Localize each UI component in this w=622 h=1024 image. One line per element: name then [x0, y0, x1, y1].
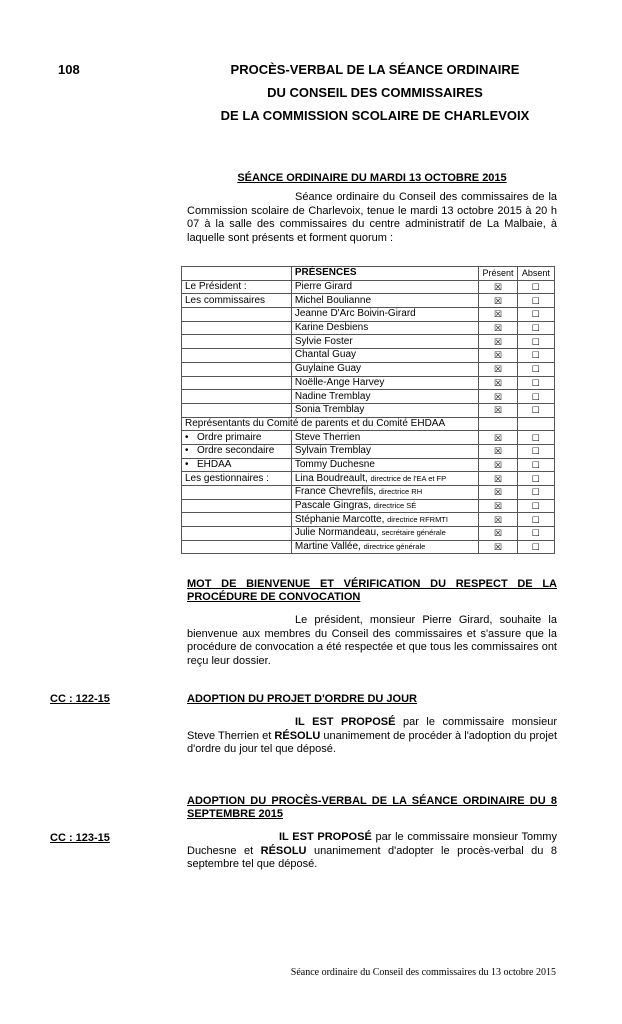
- bullet-icon: •: [185, 445, 189, 457]
- representant-role: Ordre secondaire: [197, 445, 275, 457]
- present-checkbox: ☒: [479, 294, 517, 308]
- representant-role: EHDAA: [197, 458, 232, 470]
- member-name: Sonia Tremblay: [294, 404, 365, 416]
- empty-cell: [182, 308, 292, 322]
- empty-cell: [182, 540, 292, 554]
- empty-cell: [182, 390, 292, 404]
- gestionnaires-label: Les gestionnaires :: [182, 472, 292, 486]
- member-role: directrice RFRMTI: [387, 514, 448, 524]
- table-row: [182, 527, 555, 541]
- table-row: [182, 540, 555, 554]
- empty-cell: [182, 376, 292, 390]
- absent-checkbox: ☐: [517, 280, 554, 294]
- absent-checkbox: ☐: [517, 376, 554, 390]
- present-checkbox: ☒: [479, 349, 517, 363]
- present-column-header: Présent: [479, 267, 517, 281]
- resolution1-text: [187, 716, 557, 757]
- propose-keyword: IL EST PROPOSÉ: [295, 716, 396, 728]
- bullet-icon: •: [185, 458, 189, 470]
- seance-title: SÉANCE ORDINAIRE DU MARDI 13 OCTOBRE 2015: [237, 172, 507, 184]
- seance-intro-line1: Séance ordinaire du Conseil des commissaires de: [295, 191, 545, 203]
- member-name-cell: [291, 486, 478, 500]
- representant-role-cell: [182, 444, 292, 458]
- absent-checkbox: ☐: [517, 403, 554, 417]
- empty-cell: [182, 335, 292, 349]
- present-checkbox: ☒: [479, 362, 517, 376]
- member-name: Sylvie Foster: [294, 335, 353, 347]
- member-role: secrétaire générale: [381, 528, 446, 538]
- bienvenue-rest: bienvenue aux membres du Conseil des commissaires et s'assure que la procédure de convocation a été respectée et que tous les commissaires ont reçu leur dossier.: [187, 627, 557, 667]
- presences-table: [181, 266, 555, 554]
- present-checkbox: ☒: [479, 527, 517, 541]
- member-name-cell: [291, 403, 478, 417]
- absent-checkbox: ☐: [517, 390, 554, 404]
- seance-intro: [187, 191, 557, 245]
- resolution-number: CC : 122-15: [50, 693, 110, 705]
- present-checkbox: ☒: [479, 499, 517, 513]
- president-label: Le Président :: [182, 280, 292, 294]
- member-name-cell: [291, 472, 478, 486]
- present-checkbox: ☒: [479, 444, 517, 458]
- table-row: [182, 472, 555, 486]
- propose-keyword: IL EST PROPOSÉ: [279, 831, 372, 843]
- absent-checkbox: ☐: [517, 335, 554, 349]
- member-name: Stéphanie Marcotte,: [294, 513, 385, 525]
- member-name-cell: [291, 540, 478, 554]
- present-checkbox: ☒: [479, 540, 517, 554]
- table-row: [182, 513, 555, 527]
- member-name: Tommy Duchesne: [294, 458, 375, 470]
- member-name: Jeanne D'Arc Boivin-Girard: [294, 308, 416, 320]
- absent-checkbox: ☐: [517, 362, 554, 376]
- present-checkbox: ☒: [479, 335, 517, 349]
- empty-cell: [479, 417, 517, 431]
- member-name-cell: [291, 321, 478, 335]
- absent-checkbox: ☐: [517, 444, 554, 458]
- presences-header-row: [182, 267, 555, 281]
- table-row: [182, 335, 555, 349]
- member-name: Steve Therrien: [294, 431, 361, 443]
- member-name-cell: [291, 280, 478, 294]
- empty-cell: [182, 267, 292, 281]
- representant-role-cell: [182, 431, 292, 445]
- empty-cell: [182, 527, 292, 541]
- member-name: Lina Boudreault,: [294, 472, 368, 484]
- table-row: [182, 280, 555, 294]
- bienvenue-title: MOT DE BIENVENUE ET VÉRIFICATION DU RESPECT DE LA PROCÉDURE DE CONVOCATION: [187, 578, 557, 603]
- resolution2-text-b: unanimement d'adopter le procès-verbal du 8 septembre tel que déposé.: [187, 844, 557, 871]
- table-row: [182, 308, 555, 322]
- resolu-keyword: RÉSOLU: [260, 844, 307, 857]
- member-name-cell: [291, 349, 478, 363]
- member-role: directrice de l'EA et FP: [370, 473, 447, 483]
- absent-checkbox: ☐: [517, 321, 554, 335]
- representants-label: Représentants du Comité de parents et du Comité EHDAA: [182, 417, 479, 431]
- member-name: Pierre Girard: [294, 281, 353, 293]
- absent-checkbox: ☐: [517, 472, 554, 486]
- empty-cell: [182, 403, 292, 417]
- member-role: directrice RH: [378, 487, 423, 497]
- member-name: Sylvain Tremblay: [294, 445, 371, 457]
- absent-checkbox: ☐: [517, 294, 554, 308]
- member-name-cell: [291, 294, 478, 308]
- table-row: [182, 499, 555, 513]
- present-checkbox: ☒: [479, 321, 517, 335]
- table-row: [182, 294, 555, 308]
- present-checkbox: ☒: [479, 513, 517, 527]
- absent-checkbox: ☐: [517, 458, 554, 472]
- member-name: Karine Desbiens: [294, 322, 369, 334]
- resolution1-text-a: par le commissaire monsieur Steve Therrien et: [187, 716, 557, 742]
- present-checkbox: ☒: [479, 390, 517, 404]
- member-name-cell: [291, 499, 478, 513]
- page-number: 108: [58, 62, 80, 77]
- member-name: Michel Boulianne: [294, 294, 372, 306]
- member-role: directrice SÉ: [373, 501, 417, 511]
- present-checkbox: ☒: [479, 308, 517, 322]
- empty-cell: [182, 486, 292, 500]
- member-name-cell: [291, 362, 478, 376]
- member-name: Noëlle-Ange Harvey: [294, 376, 385, 388]
- member-name-cell: [291, 513, 478, 527]
- absent-checkbox: ☐: [517, 431, 554, 445]
- table-row: [182, 376, 555, 390]
- table-row: [182, 431, 555, 445]
- empty-cell: [517, 417, 554, 431]
- absent-checkbox: ☐: [517, 499, 554, 513]
- resolution1-text-b: unanimement de procéder à l'adoption du projet d'ordre du jour tel que déposé.: [187, 729, 558, 756]
- seance-intro-rest: la Commission scolaire de Charlevoix, tenue le mardi 13 octobre 2015 à 20 h 07 à la salle des commissaires du centre administratif de La Malbaie, à laquelle sont présents et forment quorum :: [187, 191, 557, 244]
- document-title-line3: DE LA COMMISSION SCOLAIRE DE CHARLEVOIX: [220, 108, 530, 123]
- member-name-cell: [291, 431, 478, 445]
- member-name: Chantal Guay: [294, 349, 357, 361]
- representant-role-cell: [182, 458, 292, 472]
- table-row: [182, 458, 555, 472]
- absent-checkbox: ☐: [517, 540, 554, 554]
- member-name-cell: [291, 444, 478, 458]
- member-name-cell: [291, 527, 478, 541]
- absent-checkbox: ☐: [517, 308, 554, 322]
- resolution2-text-a: par le commissaire monsieur Tommy Duchesne et: [187, 831, 557, 857]
- empty-cell: [182, 321, 292, 335]
- document-title-line2: DU CONSEIL DES COMMISSAIRES: [267, 85, 483, 100]
- member-name: France Chevrefils,: [294, 486, 376, 498]
- empty-cell: [182, 513, 292, 527]
- absent-column-header: Absent: [517, 267, 554, 281]
- present-checkbox: ☒: [479, 472, 517, 486]
- present-checkbox: ☒: [479, 458, 517, 472]
- resolution2-title: ADOPTION DU PROCÈS-VERBAL DE LA SÉANCE ORDINAIRE DU 8 SEPTEMBRE 2015: [187, 795, 557, 820]
- representant-role: Ordre primaire: [197, 431, 262, 443]
- member-name: Martine Vallée,: [294, 541, 361, 553]
- resolution-number: CC : 123-15: [50, 832, 110, 844]
- resolution2-text: [187, 831, 557, 872]
- member-name: Nadine Tremblay: [294, 390, 371, 402]
- bienvenue-text: [187, 614, 557, 668]
- table-row: [182, 444, 555, 458]
- empty-cell: [182, 499, 292, 513]
- empty-cell: [182, 362, 292, 376]
- member-name-cell: [291, 458, 478, 472]
- table-row: [182, 349, 555, 363]
- present-checkbox: ☒: [479, 376, 517, 390]
- absent-checkbox: ☐: [517, 349, 554, 363]
- present-checkbox: ☒: [479, 403, 517, 417]
- bullet-icon: •: [185, 431, 189, 443]
- table-row: [182, 362, 555, 376]
- member-name: Pascale Gingras,: [294, 500, 372, 512]
- table-row: [182, 390, 555, 404]
- page-footer: Séance ordinaire du Conseil des commissaires du 13 octobre 2015: [290, 967, 556, 978]
- member-role: directrice générale: [363, 542, 426, 552]
- resolution1-title: ADOPTION DU PROJET D'ORDRE DU JOUR: [187, 693, 417, 705]
- presences-heading: PRÉSENCES: [291, 267, 478, 281]
- member-name-cell: [291, 376, 478, 390]
- table-row: [182, 321, 555, 335]
- absent-checkbox: ☐: [517, 513, 554, 527]
- document-title-line1: PROCÈS-VERBAL DE LA SÉANCE ORDINAIRE: [230, 62, 520, 77]
- present-checkbox: ☒: [479, 280, 517, 294]
- present-checkbox: ☒: [479, 431, 517, 445]
- table-row: [182, 417, 555, 431]
- commissaires-label: Les commissaires: [182, 294, 292, 308]
- table-row: [182, 486, 555, 500]
- absent-checkbox: ☐: [517, 527, 554, 541]
- member-name-cell: [291, 390, 478, 404]
- absent-checkbox: ☐: [517, 486, 554, 500]
- present-checkbox: ☒: [479, 486, 517, 500]
- member-name: Guylaine Guay: [294, 363, 362, 375]
- empty-cell: [182, 349, 292, 363]
- bienvenue-line1: Le président, monsieur Pierre Girard, souhaite la: [295, 614, 557, 626]
- member-name-cell: [291, 308, 478, 322]
- member-name: Julie Normandeau,: [294, 527, 379, 539]
- resolu-keyword: RÉSOLU: [274, 729, 321, 742]
- member-name-cell: [291, 335, 478, 349]
- table-row: [182, 403, 555, 417]
